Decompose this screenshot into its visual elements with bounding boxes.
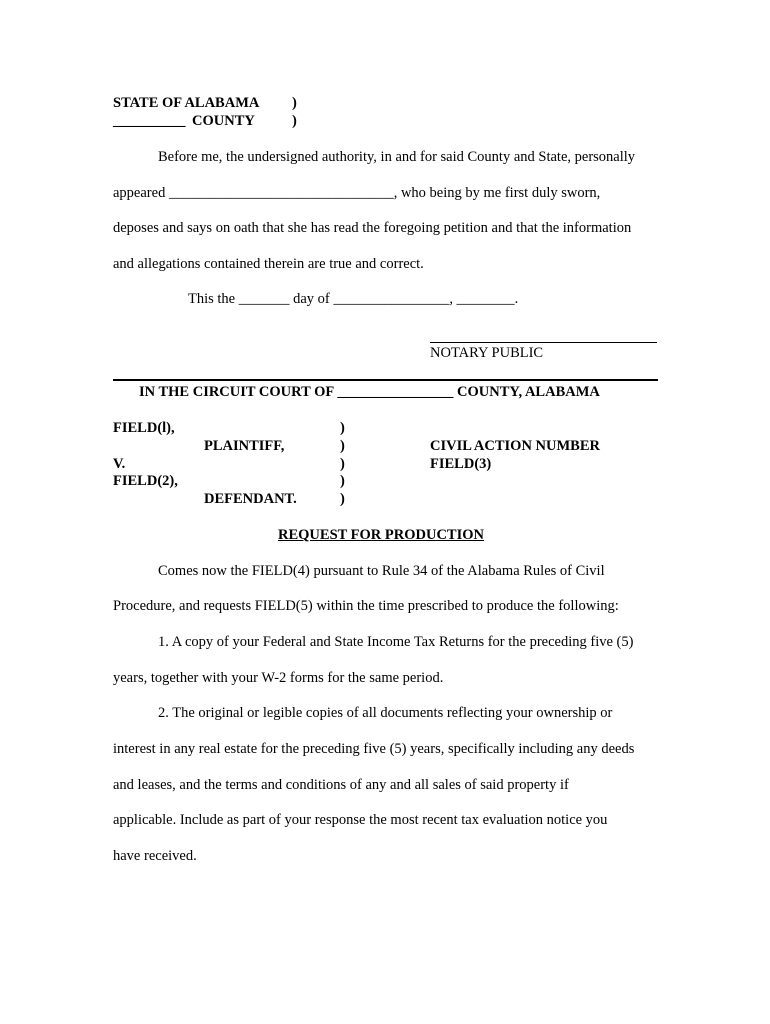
caption-paren: )	[340, 491, 345, 507]
affidavit-line-3: deposes and says on oath that she has read the foregoing petition and that the information	[113, 220, 632, 236]
notary-signature-line	[430, 342, 657, 343]
affidavit-line-4: and allegations contained therein are true and correct.	[113, 256, 424, 272]
caption-paren: )	[340, 420, 345, 436]
defendant-name: FIELD(2),	[113, 473, 178, 489]
caption-paren: )	[340, 456, 345, 472]
versus-label: V.	[113, 456, 126, 472]
section-divider	[113, 379, 658, 381]
caption-paren: )	[340, 438, 345, 454]
date-line: This the _______ day of ________________, ________.	[188, 291, 519, 307]
plaintiff-name: FIELD(l),	[113, 420, 175, 436]
caption-paren: )	[340, 473, 345, 489]
request-p1-line-1: Comes now the FIELD(4) pursuant to Rule 34 of the Alabama Rules of Civil	[158, 563, 605, 579]
county-blank: __________	[113, 113, 186, 129]
item-2-line-4: applicable. Include as part of your response the most recent tax evaluation notice you	[113, 812, 608, 828]
item-1-line-1: 1. A copy of your Federal and State Income Tax Returns for the preceding five (5)	[158, 634, 634, 650]
state-label: STATE OF ALABAMA	[113, 95, 260, 111]
item-2-line-2: interest in any real estate for the preceding five (5) years, specifically including any deeds	[113, 741, 635, 757]
affidavit-line-1: Before me, the undersigned authority, in and for said County and State, personally	[158, 149, 636, 165]
county-paren: )	[292, 113, 297, 129]
item-2-line-3: and leases, and the terms and conditions of any and all sales of said property if	[113, 777, 569, 793]
item-1-line-2: years, together with your W-2 forms for the same period.	[113, 670, 444, 686]
request-title: REQUEST FOR PRODUCTION	[278, 527, 484, 543]
defendant-label: DEFENDANT.	[204, 491, 297, 507]
civil-action-number: FIELD(3)	[430, 456, 492, 472]
item-2-line-1: 2. The original or legible copies of all documents reflecting your ownership or	[158, 705, 613, 721]
affidavit-line-2: appeared _______________________________, who being by me first duly sworn,	[113, 185, 601, 201]
court-line: IN THE CIRCUIT COURT OF ________________ COUNTY, ALABAMA	[139, 384, 600, 400]
state-paren: )	[292, 95, 297, 111]
county-label: COUNTY	[192, 113, 255, 129]
notary-label: NOTARY PUBLIC	[430, 345, 544, 361]
request-p1-line-2: Procedure, and requests FIELD(5) within the time prescribed to produce the following:	[113, 598, 619, 614]
item-2-line-5: have received.	[113, 848, 197, 864]
civil-action-label: CIVIL ACTION NUMBER	[430, 438, 600, 454]
plaintiff-label: PLAINTIFF,	[204, 438, 285, 454]
